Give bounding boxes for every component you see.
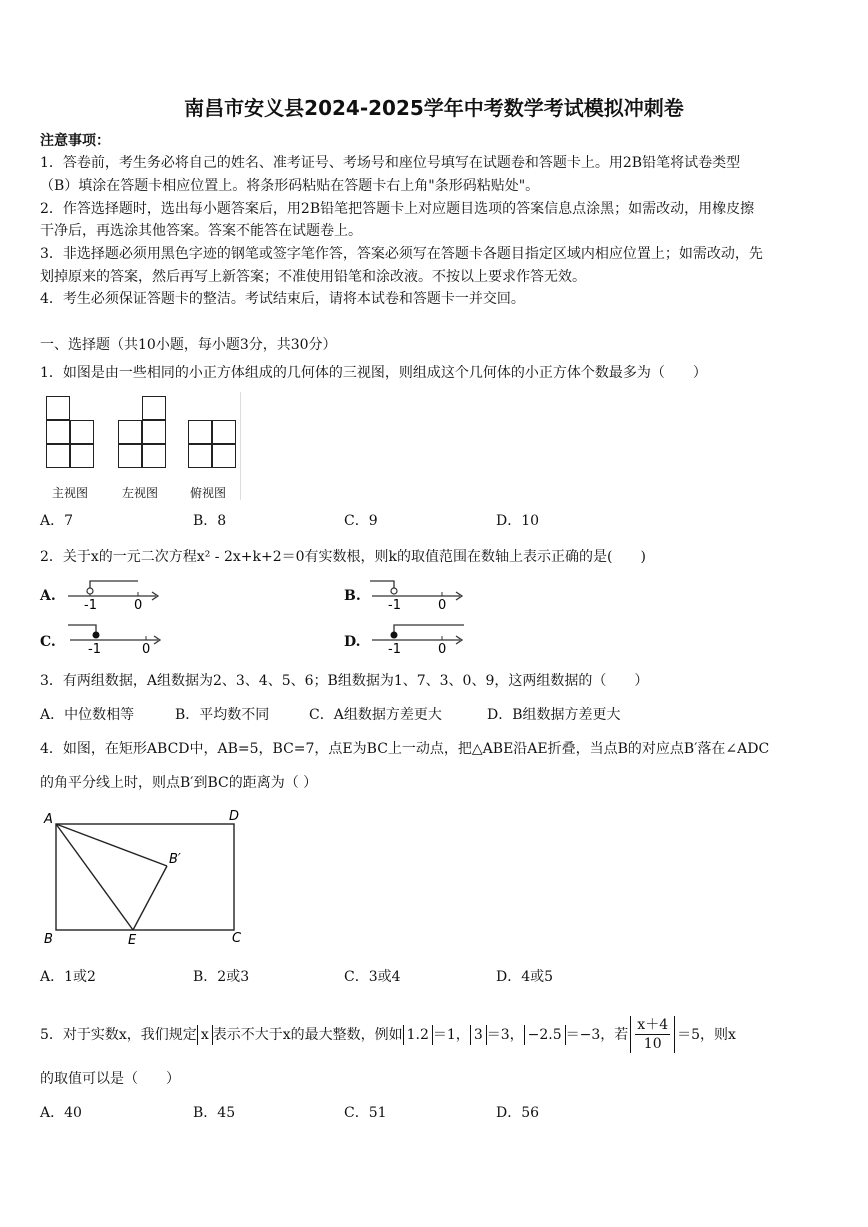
point-label: A xyxy=(44,812,53,827)
view-label: 俯视图 xyxy=(190,486,227,500)
q5-text: 表示不大于x的最大整数，例如 xyxy=(212,1026,403,1043)
tick-label: -1 xyxy=(388,642,401,656)
tick-label: 0 xyxy=(438,642,447,656)
q1-option-b: B．8 xyxy=(193,513,227,529)
tick-label: -1 xyxy=(84,598,97,612)
floor-bracket: x xyxy=(197,1025,213,1045)
view-cell xyxy=(212,420,236,444)
tick-label: -1 xyxy=(388,598,401,612)
view-cell xyxy=(142,420,166,444)
point-label: D xyxy=(229,809,240,824)
view-label: 主视图 xyxy=(52,486,89,500)
note-line: 划掉原来的答案，然后再写上新答案；不准使用铅笔和涂改液。不按以上要求作答无效。 xyxy=(40,269,586,285)
q2-option-b: B. xyxy=(344,588,361,604)
figure-divider xyxy=(240,392,241,500)
tick-label: 0 xyxy=(134,598,143,612)
note-line: （B）填涂在答题卡相应位置上。将条形码粘贴在答题卡右上角"条形码粘贴处"。 xyxy=(40,178,540,194)
q5-option-b: B．45 xyxy=(193,1105,236,1121)
view-cell xyxy=(118,420,142,444)
q4-option-d: D．4或5 xyxy=(496,969,554,985)
q4-option-b: B．2或3 xyxy=(193,969,250,985)
view-cell xyxy=(118,444,142,468)
tick-label: 0 xyxy=(142,642,151,656)
fraction-denominator: 10 xyxy=(643,1036,662,1052)
view-label: 左视图 xyxy=(122,486,159,500)
q5-text: ＝3， xyxy=(486,1026,524,1043)
q5-text: ＝5，则x xyxy=(677,1026,736,1043)
q4-option-a: A．1或2 xyxy=(40,969,96,985)
question-5-stem xyxy=(40,1016,736,1053)
point-label: B xyxy=(44,932,53,947)
q3-option-d: D．B组数据方差更大 xyxy=(487,707,621,723)
view-cell xyxy=(142,444,166,468)
note-line: 1．答卷前，考生务必将自己的姓名、准考证号、考场号和座位号填写在试题卷和答题卡上。用2B铅笔将试卷类型 xyxy=(40,155,741,171)
floor-bracket-fraction xyxy=(630,1016,675,1053)
floor-bracket: 1.2 xyxy=(403,1025,433,1045)
view-cell xyxy=(46,396,70,420)
note-line: 干净后，再选涂其他答案。答案不能答在试题卷上。 xyxy=(40,223,362,239)
view-cell xyxy=(70,420,94,444)
q1-option-d: D．10 xyxy=(496,513,540,529)
number-line-b xyxy=(368,578,468,612)
q1-option-c: C．9 xyxy=(344,513,378,529)
q3-option-b: B．平均数不同 xyxy=(175,707,270,723)
page-title: 南昌市安义县2024-2025学年中考数学考试模拟冲刺卷 xyxy=(184,96,684,120)
tick-label: 0 xyxy=(438,598,447,612)
q4-rectangle-figure xyxy=(40,808,260,950)
question-2-stem: 2．关于x的一元二次方程x² - 2x+k+2＝0有实数根，则k的取值范围在数轴上表示正确的是( ) xyxy=(40,549,646,565)
q5-option-c: C．51 xyxy=(344,1105,387,1121)
number-line-c xyxy=(66,622,166,656)
floor-bracket: 3 xyxy=(470,1025,487,1045)
view-cell xyxy=(188,444,212,468)
view-cell xyxy=(212,444,236,468)
question-5-stem-cont: 的取值可以是（ ） xyxy=(40,1071,180,1087)
point-label: B′ xyxy=(169,852,181,867)
number-line-d xyxy=(368,622,468,656)
view-cell xyxy=(70,444,94,468)
question-4-stem-cont: 的角平分线上时，则点B′到BC的距离为（ ） xyxy=(40,775,318,791)
q3-option-c: C．A组数据方差更大 xyxy=(309,707,442,723)
point-label: E xyxy=(128,933,137,948)
point-label: C xyxy=(232,931,242,946)
q5-text: ＝1， xyxy=(432,1026,470,1043)
q2-option-a: A. xyxy=(40,588,56,604)
floor-bracket: −2.5 xyxy=(524,1025,566,1045)
q5-text: 5．对于实数x，我们规定 xyxy=(40,1026,197,1043)
question-3-stem: 3．有两组数据，A组数据为2、3、4、5、6；B组数据为1、7、3、0、9，这两组数据的（ ） xyxy=(40,673,649,689)
q5-option-a: A．40 xyxy=(40,1105,82,1121)
q2-option-c: C. xyxy=(40,634,56,650)
note-line: 4．考生必须保证答题卡的整洁。考试结束后，请将本试卷和答题卡一并交回。 xyxy=(40,291,525,307)
view-cell xyxy=(188,420,212,444)
note-line: 2．作答选择题时，选出每小题答案后，用2B铅笔把答题卡上对应题目选项的答案信息点涂黑；如需改动，用橡皮擦 xyxy=(40,201,755,217)
question-1-stem: 1．如图是由一些相同的小正方体组成的几何体的三视图，则组成这个几何体的小正方体个数最多为（ ） xyxy=(40,365,707,381)
question-4-stem: 4．如图，在矩形ABCD中，AB=5，BC=7，点E为BC上一动点，把△ABE沿AE折叠，当点B的对应点B′落在∠ADC xyxy=(40,741,770,757)
fraction-numerator: x＋4 xyxy=(637,1017,669,1033)
q1-option-a: A．7 xyxy=(40,513,74,529)
note-line: 3．非选择题必须用黑色字迹的钢笔或签字笔作答，答案必须写在答题卡各题目指定区域内相应位置上；如需改动，先 xyxy=(40,246,763,262)
number-line-a xyxy=(64,578,164,612)
q5-option-d: D．56 xyxy=(496,1105,540,1121)
view-cell xyxy=(46,444,70,468)
section-heading: 一、选择题（共10小题，每小题3分，共30分） xyxy=(40,337,337,353)
q4-option-c: C．3或4 xyxy=(344,969,401,985)
view-cell xyxy=(46,420,70,444)
q2-option-d: D. xyxy=(344,634,361,650)
q3-option-a: A．中位数相等 xyxy=(40,707,135,723)
notes-heading: 注意事项： xyxy=(40,133,110,149)
q5-text: ＝−3，若 xyxy=(565,1026,629,1043)
view-cell xyxy=(142,396,166,420)
tick-label: -1 xyxy=(88,642,101,656)
